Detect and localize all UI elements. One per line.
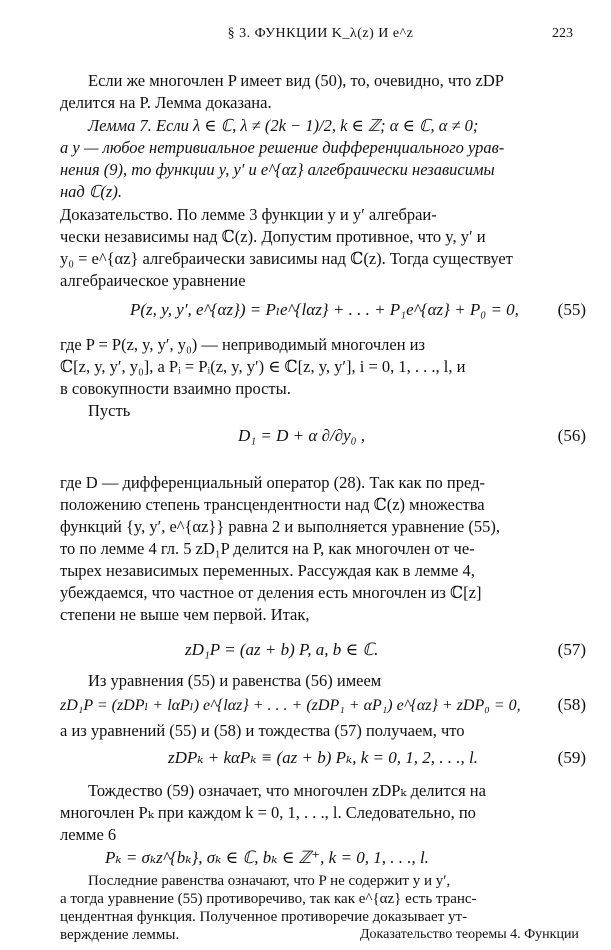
text-line: тырех независимых переменных. Рассуждая как в лемме 4,	[60, 561, 475, 580]
equation-57: zD₁P = (az + b) P, a, b ∈ ℂ.	[185, 640, 379, 659]
equation-number: (58)	[557, 695, 586, 714]
lemma-statement-line: нения (9), то функции y, y′ и e^{αz} алгебраически независимы	[60, 160, 495, 179]
text-line: положению степень трансцендентности над ℂ(z) множества	[60, 495, 485, 514]
equation-number: (59)	[557, 748, 586, 767]
text-line: то по лемме 4 гл. 5 zD₁P делится на P, как многочлен от че-	[60, 539, 475, 558]
proof-heading-line: Доказательство. По лемме 3 функции y и y′ алгебраи-	[60, 205, 437, 224]
equation-55: P(z, y, y′, e^{αz}) = Pₗe^{lαz} + . . . + P₁e^{αz} + P₀ = 0,	[130, 300, 519, 319]
text-line: чески независимы над ℂ(z). Допустим противное, что y, y′ и	[60, 227, 486, 246]
text-line: функций {y, y′, e^{αz}} равна 2 и выполняется уравнение (55),	[60, 517, 500, 536]
equation-number: (57)	[557, 640, 586, 659]
equation-60: Pₖ = σₖz^{bₖ}, σₖ ∈ ℂ, bₖ ∈ ℤ⁺, k = 0, 1, . . ., l.	[105, 848, 429, 867]
text-line: Пусть	[88, 401, 131, 420]
text-line: y₀ = e^{αz} алгебраически зависимы над ℂ(z). Тогда существует	[60, 249, 513, 268]
equation-number: (55)	[557, 300, 586, 319]
equation-56: D₁ = D + α ∂/∂y₀ ,	[238, 426, 366, 445]
lemma-statement-line: Лемма 7. Если λ ∈ ℂ, λ ≠ (2k − 1)/2, k ∈ ℤ; α ∈ ℂ, α ≠ 0;	[88, 116, 479, 135]
text-line: а из уравнений (55) и (58) и тождества (57) получаем, что	[60, 721, 465, 740]
text-line: где D — дифференциальный оператор (28). Так как по пред-	[60, 473, 486, 492]
text-line: Из уравнения (55) и равенства (56) имеем	[88, 671, 382, 690]
text-line: цендентная функция. Полученное противоречие доказывает ут-	[60, 909, 468, 925]
text-line: Последние равенства означают, что P не содержит y и y′,	[88, 873, 451, 889]
running-header	[60, 26, 581, 46]
equation-59: zDPₖ + kαPₖ ≡ (az + b) Pₖ, k = 0, 1, 2, . . ., l.	[168, 748, 478, 767]
text-line: многочлен Pₖ при каждом k = 0, 1, . . ., l. Следовательно, по	[60, 803, 476, 822]
text-line: лемме 6	[60, 825, 117, 844]
text-line: степени не выше чем первой. Итак,	[60, 605, 310, 624]
text-line: верждение леммы.	[60, 927, 180, 943]
text-line: Тождество (59) означает, что многочлен zDPₖ делится на	[88, 781, 486, 800]
text-line: где P = P(z, y, y′, y₀) — неприводимый многочлен из	[60, 335, 426, 354]
equation-58: zD₁P = (zDPₗ + lαPₗ) e^{lαz} + . . . + (zDP₁ + αP₁) e^{αz} + zDP₀ = 0,	[60, 697, 521, 714]
lemma-statement-line: a y — любое нетривиальное решение дифференциального урав-	[60, 138, 505, 157]
text-line: в совокупности взаимно просты.	[60, 379, 291, 398]
running-title: § 3. ФУНКЦИИ K_λ(z) И e^z	[227, 26, 414, 41]
page-number: 223	[552, 26, 573, 41]
text-line: делится на P. Лемма доказана.	[60, 93, 272, 112]
text-line: а тогда уравнение (55) противоречиво, так как e^{αz} есть транс-	[60, 891, 477, 907]
text-line: алгебраическое уравнение	[60, 271, 246, 290]
text-line: убеждаемся, что частное от деления есть многочлен из ℂ[z]	[60, 583, 482, 602]
lemma-statement-line: над ℂ(z).	[60, 182, 122, 201]
proof-heading-line: Доказательство теоремы 4. Функции	[360, 927, 579, 942]
text-line: Если же многочлен P имеет вид (50), то, очевидно, что zDP	[88, 71, 504, 90]
text-line: ℂ[z, y, y′, y₀], а Pᵢ = Pᵢ(z, y, y′) ∈ ℂ[z, y, y′], i = 0, 1, . . ., l, и	[60, 357, 466, 376]
equation-number: (56)	[557, 426, 586, 445]
